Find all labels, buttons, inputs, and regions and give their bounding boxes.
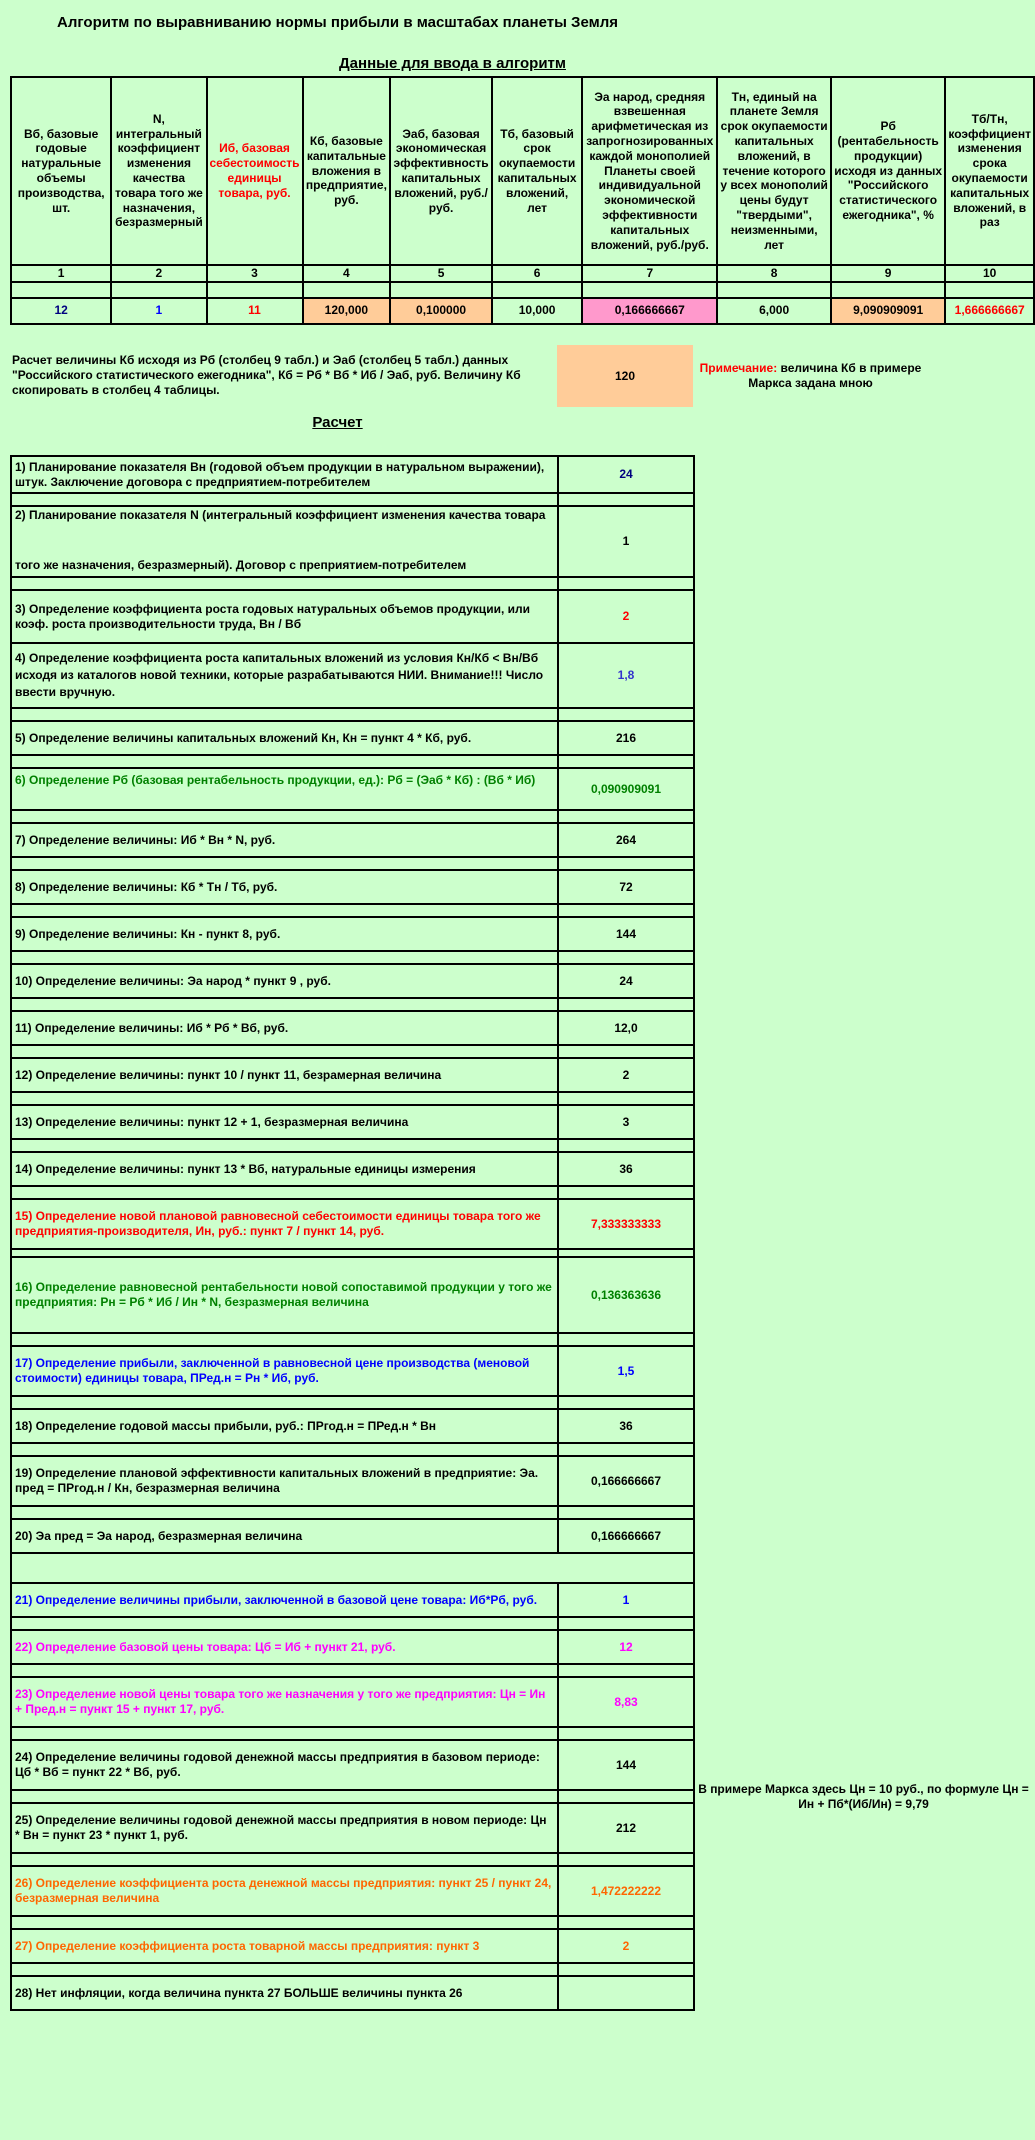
column-number: 5 <box>390 265 492 282</box>
input-ea-narod[interactable]: 0,166666667 <box>582 298 717 324</box>
step-description: 21) Определение величины прибыли, заключенной в базовой цене товара: Иб*Рб, руб. <box>11 1583 558 1617</box>
step-description: 20) Эа пред = Эа народ, безразмерная величина <box>11 1519 558 1553</box>
step-value[interactable]: 0,166666667 <box>558 1456 694 1506</box>
step-row <box>11 1740 694 1790</box>
kb-value-cell[interactable]: 120 <box>557 345 693 407</box>
input-kb[interactable]: 120,000 <box>303 298 391 324</box>
step-value[interactable]: 144 <box>558 1740 694 1790</box>
header-vb: Вб, базовые годовые натуральные объемы производства, шт. <box>11 77 111 265</box>
step-row <box>11 1257 694 1333</box>
step-description: 25) Определение величины годовой денежной массы предприятия в новом периоде: Цн * Вн = пункт 23 * пункт 1, руб. <box>11 1803 558 1853</box>
step-row <box>11 1866 694 1916</box>
step-description: 16) Определение равновесной рентабельности новой сопоставимой продукции у того же предприятия: Рн = Рб * Иб / Ин * N, безразмерная величина <box>11 1257 558 1333</box>
header-n: N, интегральный коэффициент изменения качества товара того же назначения, безразмерный <box>111 77 206 265</box>
step-description-bottom: того же назначения, безразмерный). Договор с преприятием-потребителем <box>15 558 467 572</box>
input-tb-tn[interactable]: 1,666666667 <box>945 298 1034 324</box>
step-row <box>11 1456 694 1506</box>
kb-calculation-note: Расчет величины Кб исходя из Рб (столбец 9 табл.) и Эаб (столбец 5 табл.) данных "Российского статистического ежегодника", Кб = Рб * Вб * Иб / Эаб, руб. Величину Кб скопировать в столбец 4 таблицы. <box>12 353 521 397</box>
step-value[interactable]: 1 <box>558 1583 694 1617</box>
step-value[interactable]: 1 <box>558 506 694 577</box>
input-eab[interactable]: 0,100000 <box>390 298 492 324</box>
step-row <box>11 768 694 810</box>
sheet-title: Алгоритм по выравниванию нормы прибыли в масштабах планеты Земля <box>57 14 618 31</box>
step-row <box>11 1583 694 1617</box>
step-row <box>11 1152 694 1186</box>
step-description: 24) Определение величины годовой денежной массы предприятия в базовом периоде: Цб * Вб = пункт 22 * Вб, руб. <box>11 1740 558 1790</box>
header-ea-narod: Эа народ, средняя взвешенная арифметическая из запрогнозированных каждой монополией Планеты своей индивидуальной экономической эффективности капитальных вложений, руб./руб. <box>582 77 717 265</box>
input-section-title: Данные для ввода в алгоритм <box>339 55 566 72</box>
step-value[interactable]: 7,333333333 <box>558 1199 694 1249</box>
step-value[interactable]: 1,472222222 <box>558 1866 694 1916</box>
step-description: 14) Определение величины: пункт 13 * Вб, натуральные единицы измерения <box>11 1152 558 1186</box>
step-description: 13) Определение величины: пункт 12 + 1, безразмерная величина <box>11 1105 558 1139</box>
step-row <box>11 1976 694 2010</box>
step-description: 12) Определение величины: пункт 10 / пункт 11, безрамерная величина <box>11 1058 558 1092</box>
step-description: 22) Определение базовой цены товара: Цб = Иб + пункт 21, руб. <box>11 1630 558 1664</box>
step-row <box>11 506 694 577</box>
step-description: 11) Определение величины: Иб * Рб * Вб, руб. <box>11 1011 558 1045</box>
step-description-top: 2) Планирование показателя N (интегральный коэффициент изменения качества товара <box>15 508 546 522</box>
header-tb-tn: Тб/Тн, коэффициент изменения срока окупаемости капитальных вложений, в раз <box>945 77 1034 265</box>
step-description: 6) Определение Рб (базовая рентабельность продукции, ед.): Рб = (Эаб * Кб) : (Вб * Иб) <box>11 768 558 810</box>
step-value[interactable]: 8,83 <box>558 1677 694 1727</box>
input-ib[interactable]: 11 <box>207 298 303 324</box>
step-row <box>11 1519 694 1553</box>
step-value[interactable]: 1,8 <box>558 643 694 708</box>
calculation-section-title: Расчет <box>312 414 363 431</box>
header-eab: Эаб, базовая экономическая эффективность капитальных вложений, руб./руб. <box>390 77 492 265</box>
column-number: 6 <box>492 265 582 282</box>
input-n[interactable]: 1 <box>111 298 206 324</box>
step-value[interactable]: 72 <box>558 870 694 904</box>
step-value[interactable]: 24 <box>558 964 694 998</box>
step-value[interactable]: 1,5 <box>558 1346 694 1396</box>
step-value[interactable]: 12,0 <box>558 1011 694 1045</box>
step-value[interactable]: 2 <box>558 1929 694 1963</box>
column-number: 2 <box>111 265 206 282</box>
step-description: 17) Определение прибыли, заключенной в равновесной цене производства (меновой стоимости) единицы товара, ПРед.н = Рн * Иб, руб. <box>11 1346 558 1396</box>
column-number: 4 <box>303 265 391 282</box>
step-value[interactable]: 36 <box>558 1409 694 1443</box>
input-rb[interactable]: 9,090909091 <box>831 298 945 324</box>
input-vb[interactable]: 12 <box>11 298 111 324</box>
step-row <box>11 590 694 643</box>
step-row <box>11 1630 694 1664</box>
step-value[interactable]: 24 <box>558 456 694 493</box>
step-description: 28) Нет инфляции, когда величина пункта 27 БОЛЬШЕ величины пункта 26 <box>11 1976 558 2010</box>
step-row <box>11 1409 694 1443</box>
step-value[interactable]: 36 <box>558 1152 694 1186</box>
step-value[interactable]: 0,136363636 <box>558 1257 694 1333</box>
step-description: 4) Определение коэффициента роста капитальных вложений из условия Кн/Кб < Вн/Вб исходя из каталогов новой техники, которые разрабатываются НИИ. Внимание!!! Число ввести вручную. <box>11 643 558 708</box>
column-number: 3 <box>207 265 303 282</box>
step-description: 10) Определение величины: Эа народ * пункт 9 , руб. <box>11 964 558 998</box>
step-value[interactable]: 216 <box>558 721 694 755</box>
spacer-row <box>11 282 1034 298</box>
header-kb: Кб, базовые капитальные вложения в предприятие, руб. <box>303 77 391 265</box>
step-row <box>11 721 694 755</box>
column-number: 9 <box>831 265 945 282</box>
marx-example-note: В примере Маркса здесь Цн = 10 руб., по формуле Цн = Ин + Пб*(Иб/Ин) = 9,79 <box>698 1782 1029 1811</box>
step-value[interactable]: 144 <box>558 917 694 951</box>
step-value[interactable]: 2 <box>558 1058 694 1092</box>
input-tb[interactable]: 10,000 <box>492 298 582 324</box>
input-tn[interactable]: 6,000 <box>717 298 831 324</box>
step-row <box>11 1058 694 1092</box>
step-description: 23) Определение новой цены товара того же назначения у того же предприятия: Цн = Ин + Пред.н = пункт 15 + пункт 17, руб. <box>11 1677 558 1727</box>
step-value[interactable]: 12 <box>558 1630 694 1664</box>
step-row <box>11 964 694 998</box>
header-rb: Рб (рентабельность продукции) исходя из данных "Российского статистического ежегодника", % <box>831 77 945 265</box>
remark-label: Примечание: <box>699 361 778 375</box>
step-row <box>11 456 694 493</box>
remark-note <box>698 361 923 391</box>
step-description: 27) Определение коэффициента роста товарной массы предприятия: пункт 3 <box>11 1929 558 1963</box>
input-values-row <box>11 298 1034 324</box>
step-row <box>11 1677 694 1727</box>
step-value[interactable] <box>558 1976 694 2010</box>
header-row <box>11 77 1034 265</box>
step-row <box>11 643 694 708</box>
step-description: 18) Определение годовой массы прибыли, руб.: ПРгод.н = ПРед.н * Вн <box>11 1409 558 1443</box>
header-tn: Тн, единый на планете Земля срок окупаемости капитальных вложений, в течение которого у всех монополий цены будут "твердыми", неизменными, лет <box>717 77 831 265</box>
step-description <box>11 506 558 577</box>
header-ib: Иб, базовая себестоимость единицы товара, руб. <box>207 77 303 265</box>
step-description: 15) Определение новой плановой равновесной себестоимости единицы товара того же предприятия-производителя, Ин, руб.: пункт 7 / пункт 14, руб. <box>11 1199 558 1249</box>
step-row <box>11 1199 694 1249</box>
input-data-table <box>10 76 1035 325</box>
step-row <box>11 823 694 857</box>
header-tb: Тб, базовый срок окупаемости капитальных вложений, лет <box>492 77 582 265</box>
step-value[interactable]: 2 <box>558 590 694 643</box>
step-value[interactable]: 3 <box>558 1105 694 1139</box>
remark-text: величина Кб в примере Маркса задана мною <box>748 361 922 390</box>
step-row <box>11 1929 694 1963</box>
column-number: 8 <box>717 265 831 282</box>
column-number-row <box>11 265 1034 282</box>
column-number: 10 <box>945 265 1034 282</box>
column-number: 1 <box>11 265 111 282</box>
calculation-table <box>10 455 695 2011</box>
step-description: 8) Определение величины: Кб * Тн / Тб, руб. <box>11 870 558 904</box>
step-row <box>11 1346 694 1396</box>
step-value[interactable]: 264 <box>558 823 694 857</box>
step-description: 19) Определение плановой эффективности капитальных вложений в предприятие: Эа. пред = ПРгод.н / Кн, безразмерная величина <box>11 1456 558 1506</box>
column-number: 7 <box>582 265 717 282</box>
step-row <box>11 917 694 951</box>
step-description: 7) Определение величины: Иб * Вн * N, руб. <box>11 823 558 857</box>
step-row <box>11 1803 694 1853</box>
step-description: 26) Определение коэффициента роста денежной массы предприятия: пункт 25 / пункт 24, безразмерная величина <box>11 1866 558 1916</box>
step-value[interactable]: 212 <box>558 1803 694 1853</box>
step-value[interactable]: 0,090909091 <box>558 768 694 810</box>
step-row <box>11 1105 694 1139</box>
step-value[interactable]: 0,166666667 <box>558 1519 694 1553</box>
step-description: 1) Планирование показателя Вн (годовой объем продукции в натуральном выражении), штук. Заключение договора с предприятием-потребителем <box>11 456 558 493</box>
step-description: 5) Определение величины капитальных вложений Кн, Кн = пункт 4 * Кб, руб. <box>11 721 558 755</box>
step-description: 3) Определение коэффициента роста годовых натуральных объемов продукции, или коэф. роста производительности труда, Вн / Вб <box>11 590 558 643</box>
step-row <box>11 1011 694 1045</box>
step-description: 9) Определение величины: Кн - пункт 8, руб. <box>11 917 558 951</box>
step-row <box>11 870 694 904</box>
